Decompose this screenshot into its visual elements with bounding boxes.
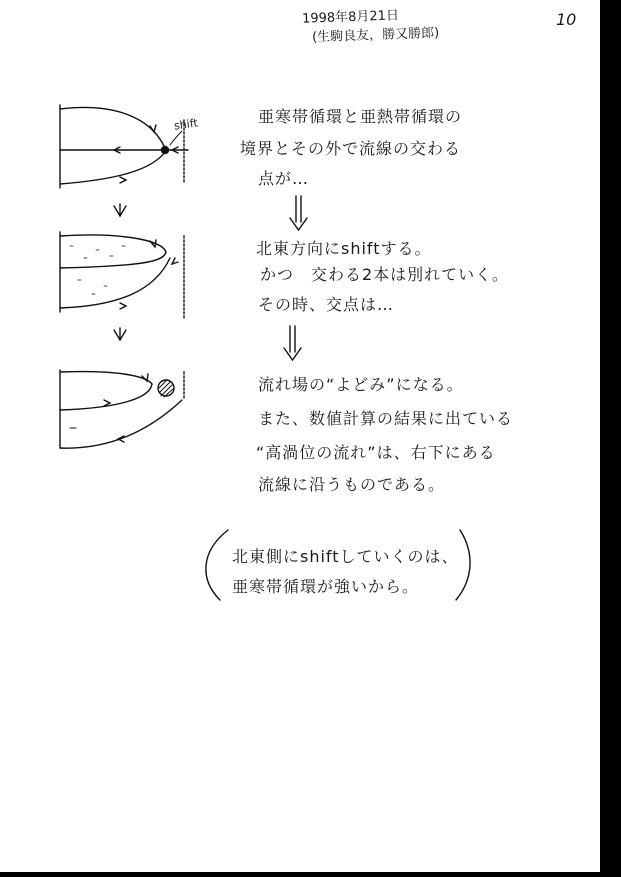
down-arrow-1 — [114, 204, 126, 216]
diagram1-crossing-point — [162, 147, 169, 154]
header-date: 1998年8月21日 — [301, 8, 400, 27]
explanation-line-10: 流線に沿うものである。 — [258, 475, 446, 494]
text-double-arrow-2 — [284, 326, 301, 360]
page-number: 10 — [556, 10, 577, 29]
diagram1-arrow-lower — [120, 177, 126, 183]
diagram2-dot-pattern — [70, 246, 125, 294]
diagram2-arrow-lower — [120, 303, 126, 309]
diagram1-lower-streamline — [60, 152, 165, 184]
diagram-stage-2 — [60, 232, 184, 318]
explanation-line-2: 境界とその外で流線の交わる — [240, 139, 462, 158]
note-bracket-left — [206, 530, 228, 600]
diagram2-arrow-upper — [150, 240, 156, 247]
header-authors: (生駒良友，勝又勝郎) — [311, 25, 440, 46]
note-line-1: 北東側にshiftしていくのは、 — [232, 547, 459, 566]
diagram1-upper-streamline — [60, 108, 165, 148]
diagram3-arrow-upper — [142, 374, 148, 381]
diagram-stage-3 — [60, 370, 184, 448]
explanation-line-8: また、数値計算の結果に出ている — [258, 409, 514, 428]
explanation-line-3: 点が… — [258, 169, 310, 188]
text-double-arrow-1 — [290, 196, 307, 230]
note-line-2: 亜寒帯循環が強いから。 — [232, 577, 420, 596]
explanation-line-7: 流れ場の“よどみ”になる。 — [258, 375, 464, 394]
explanation-line-1: 亜寒帯循環と亜熱帯循環の — [258, 107, 463, 126]
diagram2-inner-loop — [60, 235, 166, 268]
down-arrow-2 — [114, 328, 126, 340]
explanation-line-9: “高渦位の流れ”は、右下にある — [256, 443, 496, 462]
diagram-shift-label: shift — [173, 116, 199, 133]
explanation-line-5: かつ 交わる2本は別れていく。 — [260, 265, 509, 284]
diagram1-arrow-upper — [150, 125, 156, 132]
diagram2-arrow-right — [172, 258, 178, 264]
diagram-stage-1 — [60, 105, 188, 188]
explanation-line-4: 北東方向にshiftする。 — [256, 239, 432, 258]
diagram3-stagnation-region — [158, 380, 174, 396]
explanation-line-6: その時、交点は… — [258, 295, 395, 314]
diagram1-shift-pointer — [170, 131, 182, 145]
